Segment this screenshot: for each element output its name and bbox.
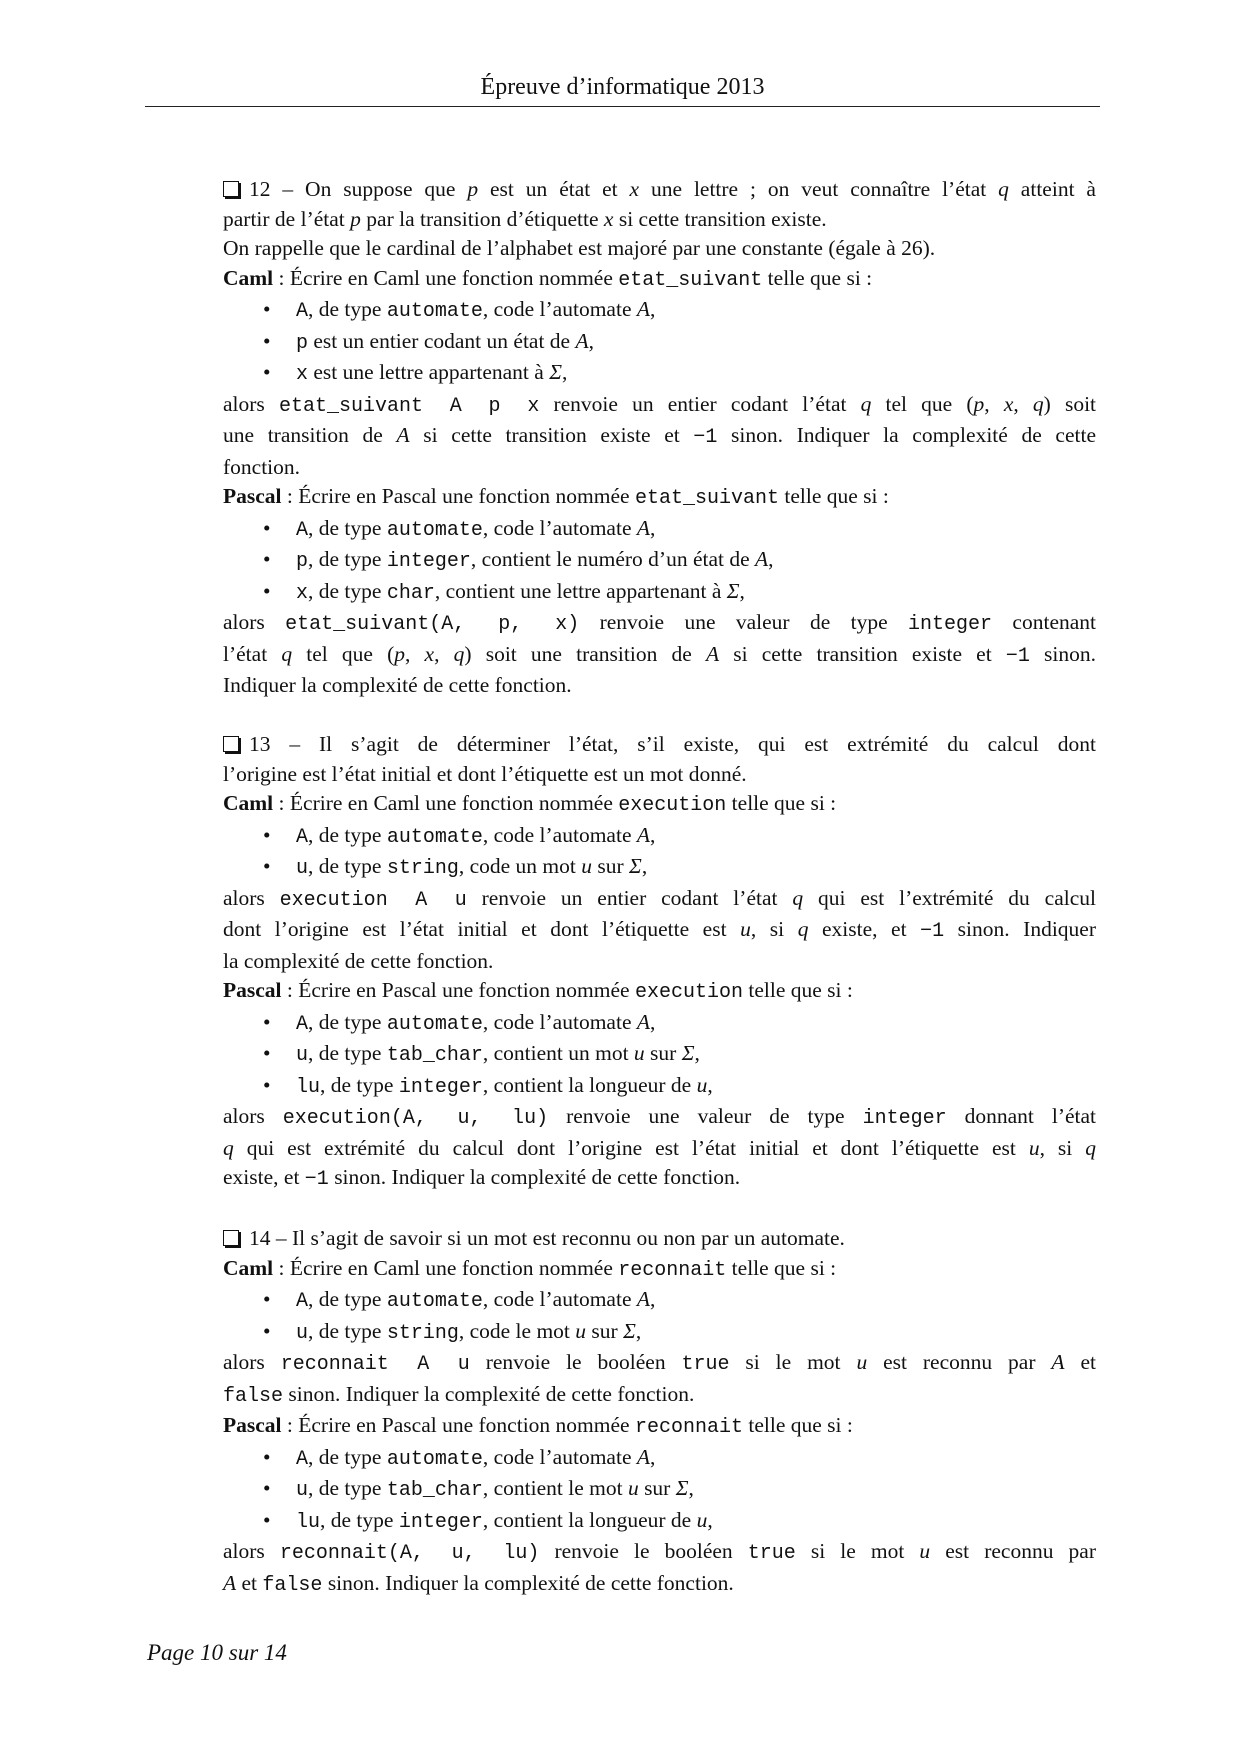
list-item: • A, de type automate, code l’automate A, — [263, 1287, 656, 1313]
checkbox-icon — [223, 181, 239, 197]
bullet-icon: • — [263, 1287, 271, 1311]
q14-caml-return-1: alors reconnait A u renvoie le booléen true si le mot u est reconnu par A et — [223, 1350, 1096, 1376]
list-item: • p est un entier codant un état de A, — [263, 328, 594, 355]
page-header: Épreuve d’informatique 2013 — [480, 74, 765, 100]
bullet-icon: • — [263, 822, 271, 847]
list-item: • u, de type tab_char, contient un mot u sur Σ, — [263, 1041, 700, 1067]
document-body — [223, 175, 1096, 1630]
list-item: • lu, de type integer, contient la longueur de u, — [263, 1507, 713, 1534]
question-13 — [223, 730, 1096, 1195]
q12-pascal-return-1: alors etat_suivant(A, p, x) renvoie une valeur de type integer contenant — [223, 610, 1096, 636]
q13-line-1: 13 – Il s’agit de déterminer l’état, s’il existe, qui est extrémité du calcul dont — [223, 730, 1096, 760]
checkbox-icon — [223, 1230, 239, 1246]
q12-line-3: On rappelle que le cardinal de l’alphabet est majoré par une constante (égale à 26). — [223, 236, 936, 260]
list-item: • A, de type automate, code l’automate A, — [263, 1009, 656, 1036]
bullet-icon: • — [263, 1072, 271, 1097]
bullet-icon: • — [263, 1041, 271, 1065]
q14-pascal-return-2: A et false sinon. Indiquer la complexité de cette fonction. — [223, 1570, 734, 1597]
bullet-icon: • — [263, 1318, 271, 1343]
q13-caml-return-2: dont l’origine est l’état initial et dont l’étiquette est u, si q existe, et −1 sinon. Indiquer — [223, 917, 1097, 943]
q12-caml-intro: Caml : Écrire en Caml une fonction nommée etat_suivant telle que si : — [223, 265, 873, 292]
q13-number: 13 – — [249, 732, 301, 756]
question-12 — [223, 175, 1096, 701]
q13-caml-return-3: la complexité de cette fonction. — [223, 948, 494, 973]
list-item: • u, de type string, code un mot u sur Σ, — [263, 854, 648, 880]
q13-pascal-return-1: alors execution(A, u, lu) renvoie une valeur de type integer donnant l’état — [223, 1104, 1097, 1130]
checkbox-icon — [223, 736, 239, 752]
bullet-icon: • — [263, 854, 271, 878]
bullet-icon: • — [263, 1444, 271, 1469]
bullet-icon: • — [263, 360, 271, 384]
list-item: • x, de type char, contient une lettre appartenant à Σ, — [263, 578, 745, 605]
q12-pascal-return-2: l’état q tel que (p, x, q) soit une transition de A si cette transition existe et −1 sinon. — [223, 641, 1097, 668]
q12-pascal-intro: Pascal : Écrire en Pascal une fonction nommée etat_suivant telle que si : — [223, 484, 889, 510]
question-14 — [223, 1224, 1096, 1600]
q13-caml-intro: Caml : Écrire en Caml une fonction nommée execution telle que si : — [223, 791, 837, 817]
bullet-icon: • — [263, 297, 271, 321]
bullet-icon: • — [263, 328, 271, 353]
q13-pascal-intro: Pascal : Écrire en Pascal une fonction nommée execution telle que si : — [223, 978, 853, 1004]
list-item: • A, de type automate, code l’automate A, — [263, 297, 656, 323]
bullet-icon: • — [263, 547, 271, 571]
q13-line-2: l’origine est l’état initial et dont l’étiquette est un mot donné. — [223, 761, 747, 786]
q12-pascal-return-3: Indiquer la complexité de cette fonction. — [223, 673, 572, 697]
list-item: • u, de type tab_char, contient le mot u sur Σ, — [263, 1476, 694, 1502]
q12-caml-return-1: alors etat_suivant A p x renvoie un entier codant l’état q tel que (p, x, q) soit — [223, 391, 1097, 418]
q13-caml-return-1: alors execution A u renvoie un entier codant l’état q qui est l’extrémité du calcul — [223, 885, 1096, 912]
q14-caml-return-2: false sinon. Indiquer la complexité de cette fonction. — [223, 1381, 695, 1408]
bullet-icon: • — [263, 578, 271, 603]
q12-caml-return-2: une transition de A si cette transition existe et −1 sinon. Indiquer la complexité de cette — [223, 423, 1096, 449]
q12-number: 12 – — [249, 177, 294, 201]
q13-pascal-return-3: existe, et −1 sinon. Indiquer la complexité de cette fonction. — [223, 1165, 741, 1191]
list-item: • u, de type string, code le mot u sur Σ, — [263, 1318, 642, 1345]
q13-pascal-return-2: q qui est extrémité du calcul dont l’origine est l’état initial et dont l’étiquette est u, si q — [223, 1135, 1096, 1160]
bullet-icon: • — [263, 515, 271, 540]
bullet-icon: • — [263, 1507, 271, 1532]
q12-line-2: partir de l’état p par la transition d’étiquette x si cette transition existe. — [223, 206, 827, 231]
list-item: • A, de type automate, code l’automate A, — [263, 515, 656, 542]
q14-pascal-return-1: alors reconnait(A, u, lu) renvoie le booléen true si le mot u est reconnu par — [223, 1539, 1097, 1565]
q14-number: 14 – — [249, 1226, 287, 1250]
q12-line-1: 12 – On suppose que p est un état et x une lettre ; on veut connaître l’état q atteint à — [223, 175, 1096, 205]
page-number: Page 10 sur 14 — [147, 1640, 287, 1665]
list-item: • x est une lettre appartenant à Σ, — [263, 360, 568, 386]
header-rule — [145, 106, 1100, 107]
list-item: • A, de type automate, code l’automate A, — [263, 1444, 656, 1471]
q14-caml-intro: Caml : Écrire en Caml une fonction nommée reconnait telle que si : — [223, 1255, 837, 1282]
q14-line-1: 14 – Il s’agit de savoir si un mot est reconnu ou non par un automate. — [223, 1224, 1096, 1254]
q12-caml-return-3: fonction. — [223, 454, 301, 479]
bullet-icon: • — [263, 1476, 271, 1500]
list-item: • lu, de type integer, contient la longueur de u, — [263, 1072, 713, 1099]
bullet-icon: • — [263, 1009, 271, 1034]
q14-pascal-intro: Pascal : Écrire en Pascal une fonction nommée reconnait telle que si : — [223, 1413, 853, 1439]
list-item: • p, de type integer, contient le numéro d’un état de A, — [263, 547, 774, 573]
list-item: • A, de type automate, code l’automate A, — [263, 822, 656, 849]
